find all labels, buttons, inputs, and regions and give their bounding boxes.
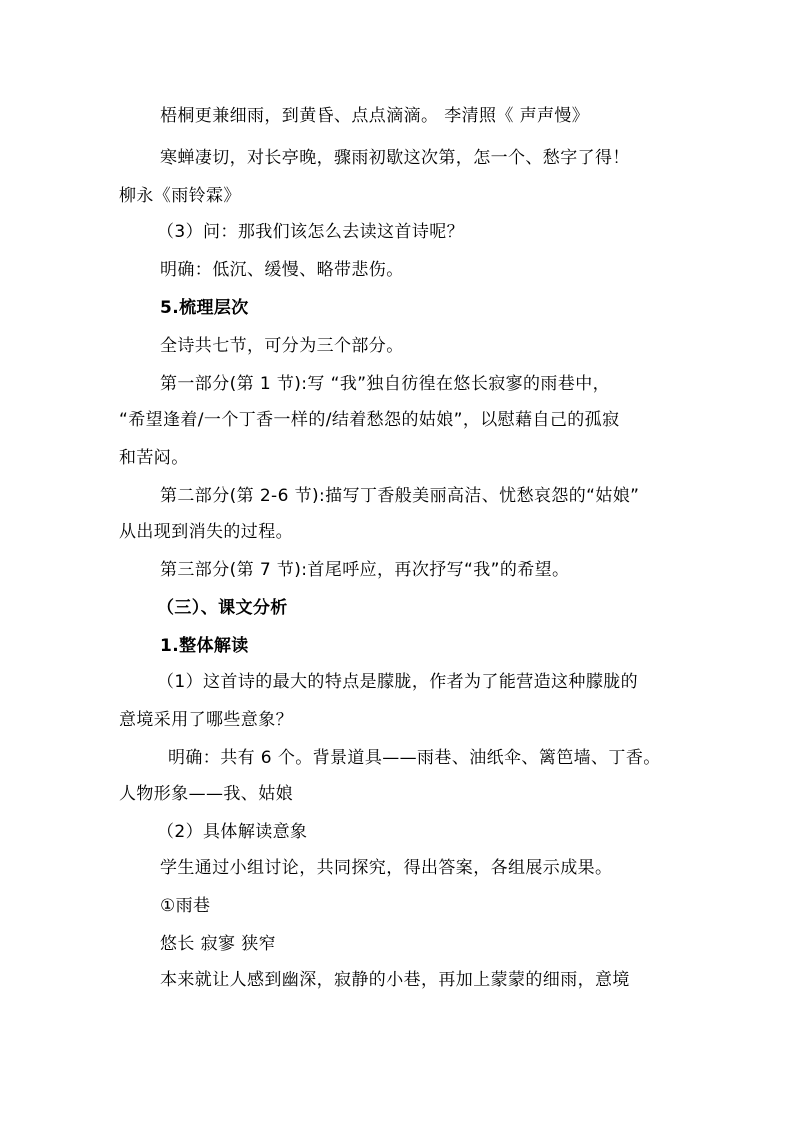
text-line: （2）具体解读意象: [157, 822, 308, 842]
text-line: 明确：低沉、缓慢、略带悲伤。: [160, 260, 404, 280]
text-line: “希望逢着/一个丁香一样的/结着愁怨的姑娘”，以慰藉自己的孤寂: [119, 410, 620, 430]
text-line: 第三部分(第 7 节):首尾呼应，再次抒写“我”的希望。: [160, 560, 570, 580]
text-line: （3）问：那我们该怎么去读这首诗呢？: [157, 222, 465, 242]
section-heading: 5.梳理层次: [160, 298, 249, 318]
text-line: 学生通过小组讨论，共同探究，得出答案，各组展示成果。: [160, 858, 613, 878]
text-line: 从出现到消失的过程。: [119, 522, 293, 542]
text-line: 意境采用了哪些意象？: [119, 710, 293, 730]
text-line: 第一部分(第 1 节):写 “我”独自彷徨在悠长寂寥的雨巷中，: [160, 374, 611, 394]
text-line: （1）这首诗的最大的特点是朦胧，作者为了能营造这种朦胧的: [157, 672, 639, 692]
section-heading: （三）、课文分析: [157, 598, 288, 618]
text-line: 第二部分(第 2-6 节):描写丁香般美丽高洁、忧愁哀怨的“姑娘”: [160, 486, 640, 506]
text-line: 和苦闷。: [119, 448, 189, 468]
text-line: 本来就让人感到幽深，寂静的小巷，再加上蒙蒙的细雨，意境: [160, 970, 630, 990]
section-heading: 1.整体解读: [160, 636, 249, 656]
text-line: ①雨巷: [160, 896, 211, 916]
text-line: 寒蝉凄切，对长亭晚，骤雨初歇这次第，怎一个、愁字了得！: [160, 148, 630, 168]
text-line: 梧桐更兼细雨，到黄昏、点点滴滴。 李清照《 声声慢》: [160, 106, 590, 126]
text-line: 人物形象——我、姑娘: [119, 784, 293, 804]
text-line: 柳永《雨铃霖》: [119, 186, 241, 206]
text-line: 全诗共七节，可分为三个部分。: [160, 336, 404, 356]
text-line: 明确：共有 6 个。背景道具——雨巷、油纸伞、篱笆墙、丁香。: [168, 748, 661, 768]
text-line: 悠长 寂寥 狭窄: [160, 934, 277, 954]
